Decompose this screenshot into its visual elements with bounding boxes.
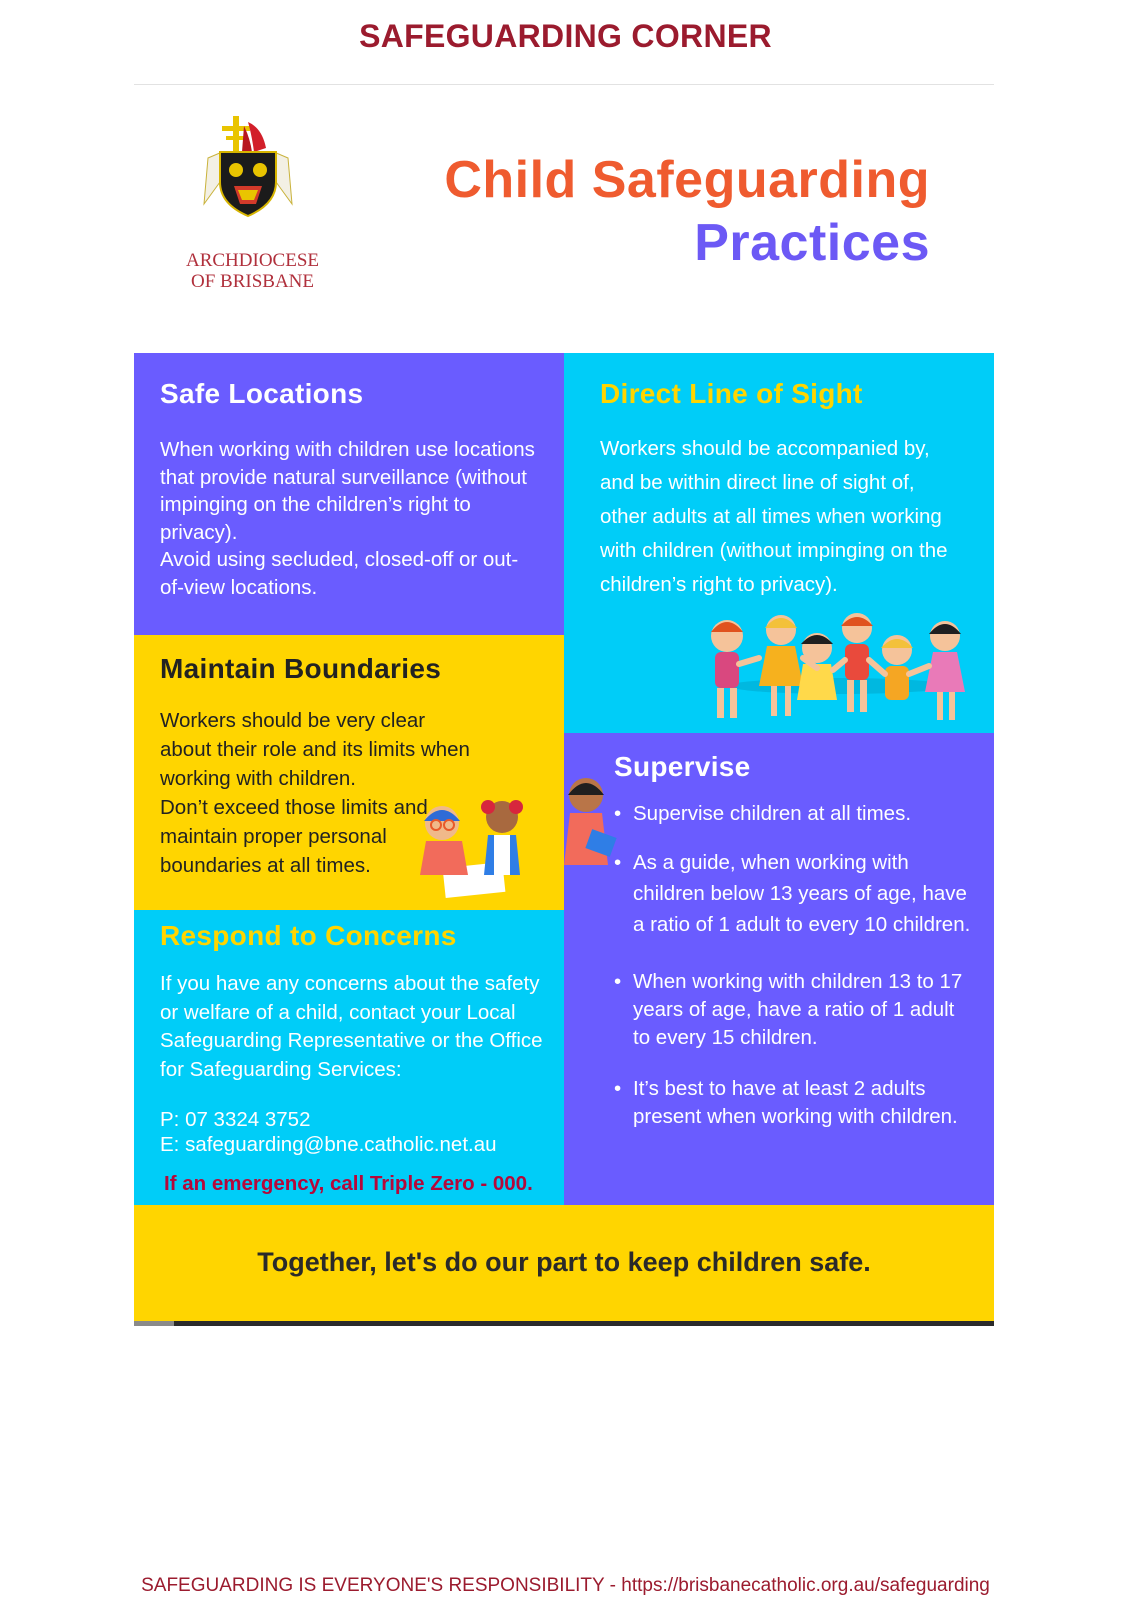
list-item: [614, 798, 974, 829]
text-line: Avoid using secluded, closed-off or out-: [160, 548, 519, 571]
page-footer: SAFEGUARDING IS EVERYONE'S RESPONSIBILITY - https://brisbanecatholic.org.au/safeguarding: [141, 1575, 990, 1596]
logo-line-1: ARCHDIOCESE: [185, 250, 319, 271]
archdiocese-logo: [175, 112, 330, 297]
list-item: [614, 968, 974, 1052]
line-of-sight-text: [600, 432, 980, 602]
text-line: and be within direct line of sight of,: [600, 471, 915, 494]
poster-title: Child Safeguarding: [444, 151, 930, 209]
concerns-panel: [134, 910, 564, 1205]
text-line: Workers should be accompanied by,: [600, 437, 930, 460]
text-line: privacy).: [160, 520, 238, 544]
text-line: other adults at all times when working: [600, 505, 942, 528]
bullet-text: Supervise children at all times.: [633, 802, 912, 825]
children-circle-illustration: [699, 608, 979, 733]
safe-locations-text: [160, 436, 555, 601]
text-line: with children (without impinging on the: [600, 539, 948, 562]
text-line: maintain proper personal: [160, 825, 387, 848]
boundaries-heading: Maintain Boundaries: [160, 653, 442, 684]
text-line: for Safeguarding Services:: [160, 1057, 402, 1081]
list-item: [614, 847, 974, 940]
bullet-text: a ratio of 1 adult to every 10 children.: [633, 913, 971, 936]
footer-banner: [134, 1205, 994, 1323]
text-line: If you have any concerns about the safety: [160, 972, 540, 995]
concerns-heading: Respond to Concerns: [160, 920, 457, 951]
emergency-notice: If an emergency, call Triple Zero - 000.: [164, 1172, 533, 1195]
text-line: or welfare of a child, contact your Local: [160, 1000, 516, 1024]
list-item: [614, 1075, 974, 1131]
bullet-text: • As a guide, when working with: [633, 851, 909, 874]
bullet-text: years of age, have a ratio of 1 adult: [633, 998, 955, 1021]
bullet-text: children below 13 years of age, have: [633, 882, 967, 905]
text-line: about their role and its limits when: [160, 738, 470, 761]
header-divider: [134, 84, 994, 85]
supervise-bullet-list: [614, 798, 974, 1131]
bullet-text: • It’s best to have at least 2 adults: [633, 1077, 926, 1100]
safe-locations-heading: Safe Locations: [160, 378, 364, 409]
poster-subtitle: Practices: [694, 214, 930, 272]
text-line: that provide natural surveillance (without: [160, 465, 527, 489]
contact-details: [160, 1107, 560, 1157]
safe-locations-panel: [134, 353, 564, 635]
boundaries-panel: [134, 635, 564, 910]
text-line: of-view locations.: [160, 575, 318, 599]
video-progress-fill: [134, 1321, 174, 1326]
text-line: children’s right to privacy).: [600, 573, 838, 596]
email-address: E: safeguarding@bne.catholic.net.au: [160, 1133, 497, 1156]
text-line: working with children.: [160, 767, 356, 790]
bullet-text: present when working with children.: [633, 1105, 958, 1128]
bullet-text: • When working with children 13 to 17: [633, 970, 963, 993]
text-line: boundaries at all times.: [160, 854, 371, 877]
text-line: Safeguarding Representative or the Office: [160, 1029, 543, 1052]
text-line: Workers should be very clear: [160, 709, 426, 732]
page-title: SAFEGUARDING CORNER: [359, 18, 772, 54]
phone-number: P: 07 3324 3752: [160, 1108, 311, 1131]
text-line: Don’t exceed those limits and: [160, 796, 428, 819]
footer-slogan: Together, let's do our part to keep children safe.: [257, 1247, 871, 1277]
coat-of-arms-icon: [200, 112, 295, 220]
line-of-sight-panel: [564, 353, 994, 733]
bullet-text: to every 15 children.: [633, 1026, 818, 1049]
text-line: When working with children use locations: [160, 438, 535, 461]
concerns-text: [160, 970, 560, 1084]
supervise-heading: Supervise: [614, 751, 751, 782]
logo-line-2: OF BRISBANE: [191, 271, 314, 292]
video-progress-track: [134, 1321, 994, 1326]
line-of-sight-heading: Direct Line of Sight: [600, 378, 863, 409]
children-playing-illustration: [404, 795, 564, 910]
supervise-panel: [564, 733, 994, 1205]
text-line: impinging on the children’s right to: [160, 493, 471, 516]
